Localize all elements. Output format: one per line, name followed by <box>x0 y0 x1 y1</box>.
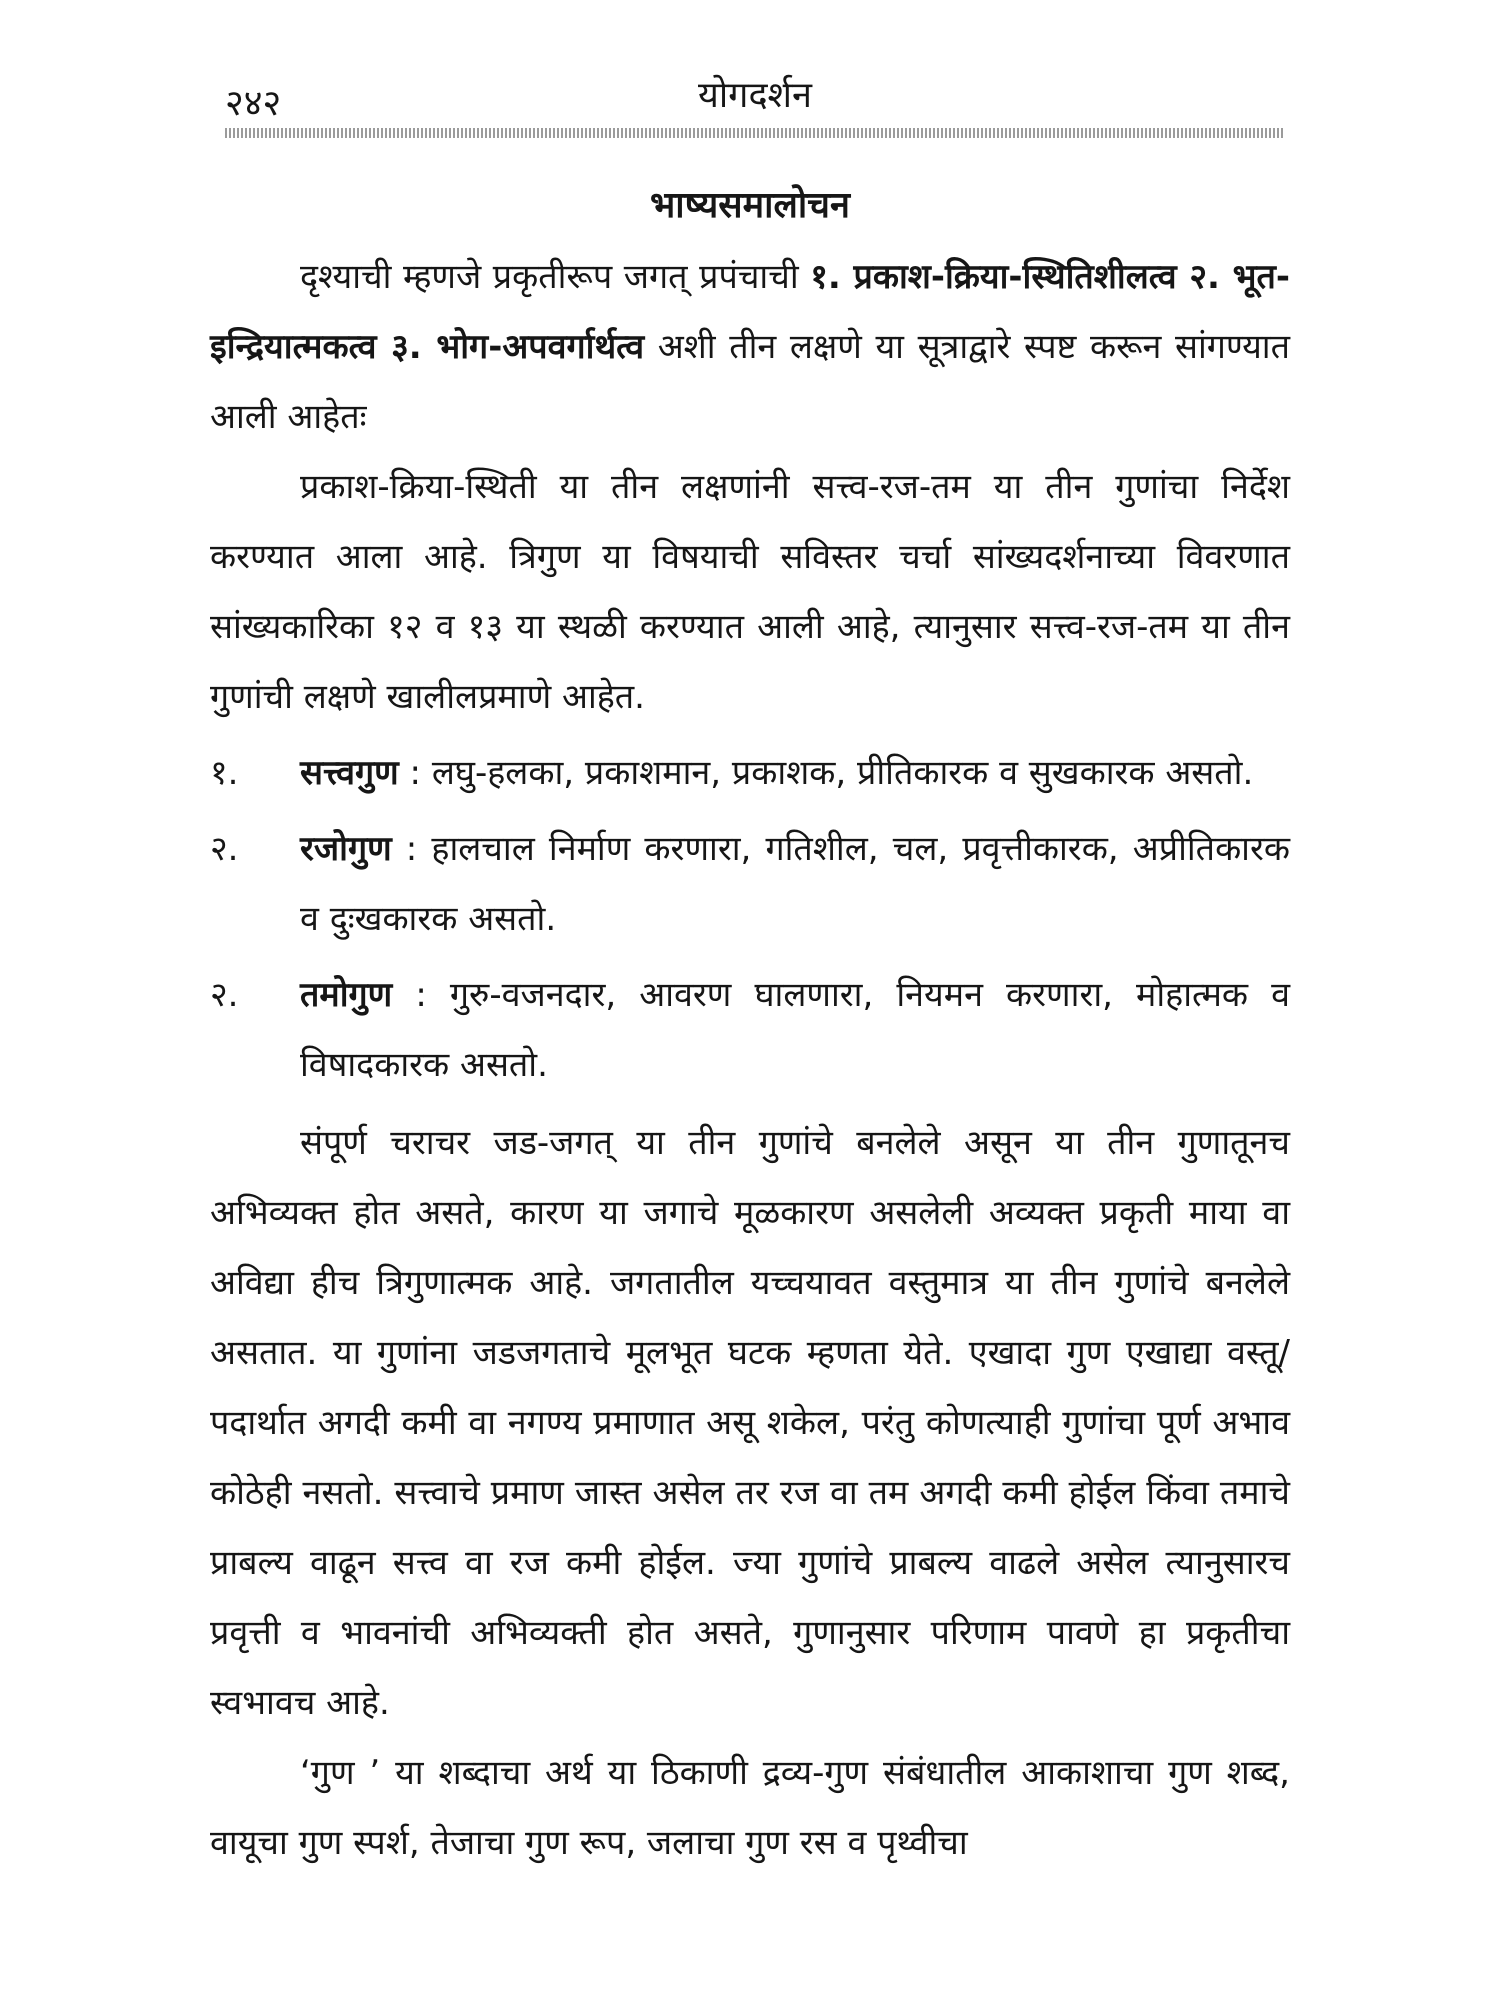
paragraph-trigun: प्रकाश-क्रिया-स्थिती या तीन लक्षणांनी सत्त्व-रज-तम या तीन गुणांचा निर्देश करण्यात आला आहे. त्रिगुण या विषयाची सविस्तर चर्चा सांख्यदर्शनाच्या विवरणात सांख्यकारिका १२ व १३ या स्थळी करण्यात आली आहे, त्यानुसार सत्त्व-रज-तम या तीन गुणांची लक्षणे खालीलप्रमाणे आहेत. <box>210 467 1290 717</box>
paragraph-guna-meaning: ‘गुण ’ या शब्दाचा अर्थ या ठिकाणी द्रव्य-गुण संबंधातील आकाशाचा गुण शब्द, वायूचा गुण स्पर्श, तेजाचा गुण रूप, जलाचा गुण रस व पृथ्वीचा <box>210 1753 1290 1863</box>
list-number: २. <box>210 829 239 869</box>
list-number: १. <box>210 753 239 793</box>
guna-term: तमोगुण <box>300 975 393 1015</box>
running-title: योगदर्शन <box>697 75 813 116</box>
paragraph-intro-tail: अशी तीन लक्षणे या सूत्राद्वारे स्पष्ट करून सांगण्यात आली आहेतः <box>210 327 1290 437</box>
guna-description: : हालचाल निर्माण करणारा, गतिशील, चल, प्रवृत्तीकारक, अप्रीतिकारक व दुःखकारक असतो. <box>300 829 1290 939</box>
list-item-sattva <box>210 738 1290 808</box>
guna-term: रजोगुण <box>300 829 392 869</box>
header-rule <box>225 128 1285 138</box>
guna-description: : लघु-हलका, प्रकाशमान, प्रकाशक, प्रीतिकारक व सुखकारक असतो. <box>398 753 1254 793</box>
guna-description: : गुरु-वजनदार, आवरण घालणारा, नियमन करणारा, मोहात्मक व विषादकारक असतो. <box>300 975 1290 1085</box>
guna-list <box>210 738 1290 1100</box>
page-number: २४२ <box>225 83 282 124</box>
paragraph-prakriti: संपूर्ण चराचर जड-जगत् या तीन गुणांचे बनलेले असून या तीन गुणातूनच अभिव्यक्त होत असते, कारण या जगाचे मूळकारण असलेली अव्यक्त प्रकृती माया वा अविद्या हीच त्रिगुणात्मक आहे. जगतातील यच्चयावत वस्तुमात्र या तीन गुणांचे बनलेले असतात. या गुणांना जडजगताचे मूलभूत घटक म्हणता येते. एखादा गुण एखाद्या वस्तू/पदार्थात अगदी कमी वा नगण्य प्रमाणात असू शकेल, परंतु कोणत्याही गुणांचा पूर्ण अभाव कोठेही नसतो. सत्त्वाचे प्रमाण जास्त असेल तर रज वा तम अगदी कमी होईल किंवा तमाचे प्राबल्य वाढून सत्त्व वा रज कमी होईल. ज्या गुणांचे प्राबल्य वाढले असेल त्यानुसारच प्रवृत्ती व भावनांची अभिव्यक्ती होत असते, गुणानुसार परिणाम पावणे हा प्रकृतीचा स्वभावच आहे. <box>210 1123 1290 1723</box>
guna-term: सत्त्वगुण <box>300 753 399 793</box>
paragraph-intro-bold: १. प्रकाश-क्रिया-स्थितिशीलत्व २. भूत-इन्द्रियात्मकत्व ३. भोग-अपवर्गार्थत्व <box>210 257 1290 367</box>
list-number: २. <box>210 975 239 1015</box>
paragraph-intro-lead: दृश्याची म्हणजे प्रकृतीरूप जगत् प्रपंचाची <box>300 257 811 297</box>
section-heading: भाष्यसमालोचन <box>649 185 851 226</box>
paragraph-intro <box>210 242 1290 452</box>
list-item-rajas <box>210 814 1290 954</box>
list-item-tamas <box>210 960 1290 1100</box>
page-body <box>210 178 1290 1878</box>
